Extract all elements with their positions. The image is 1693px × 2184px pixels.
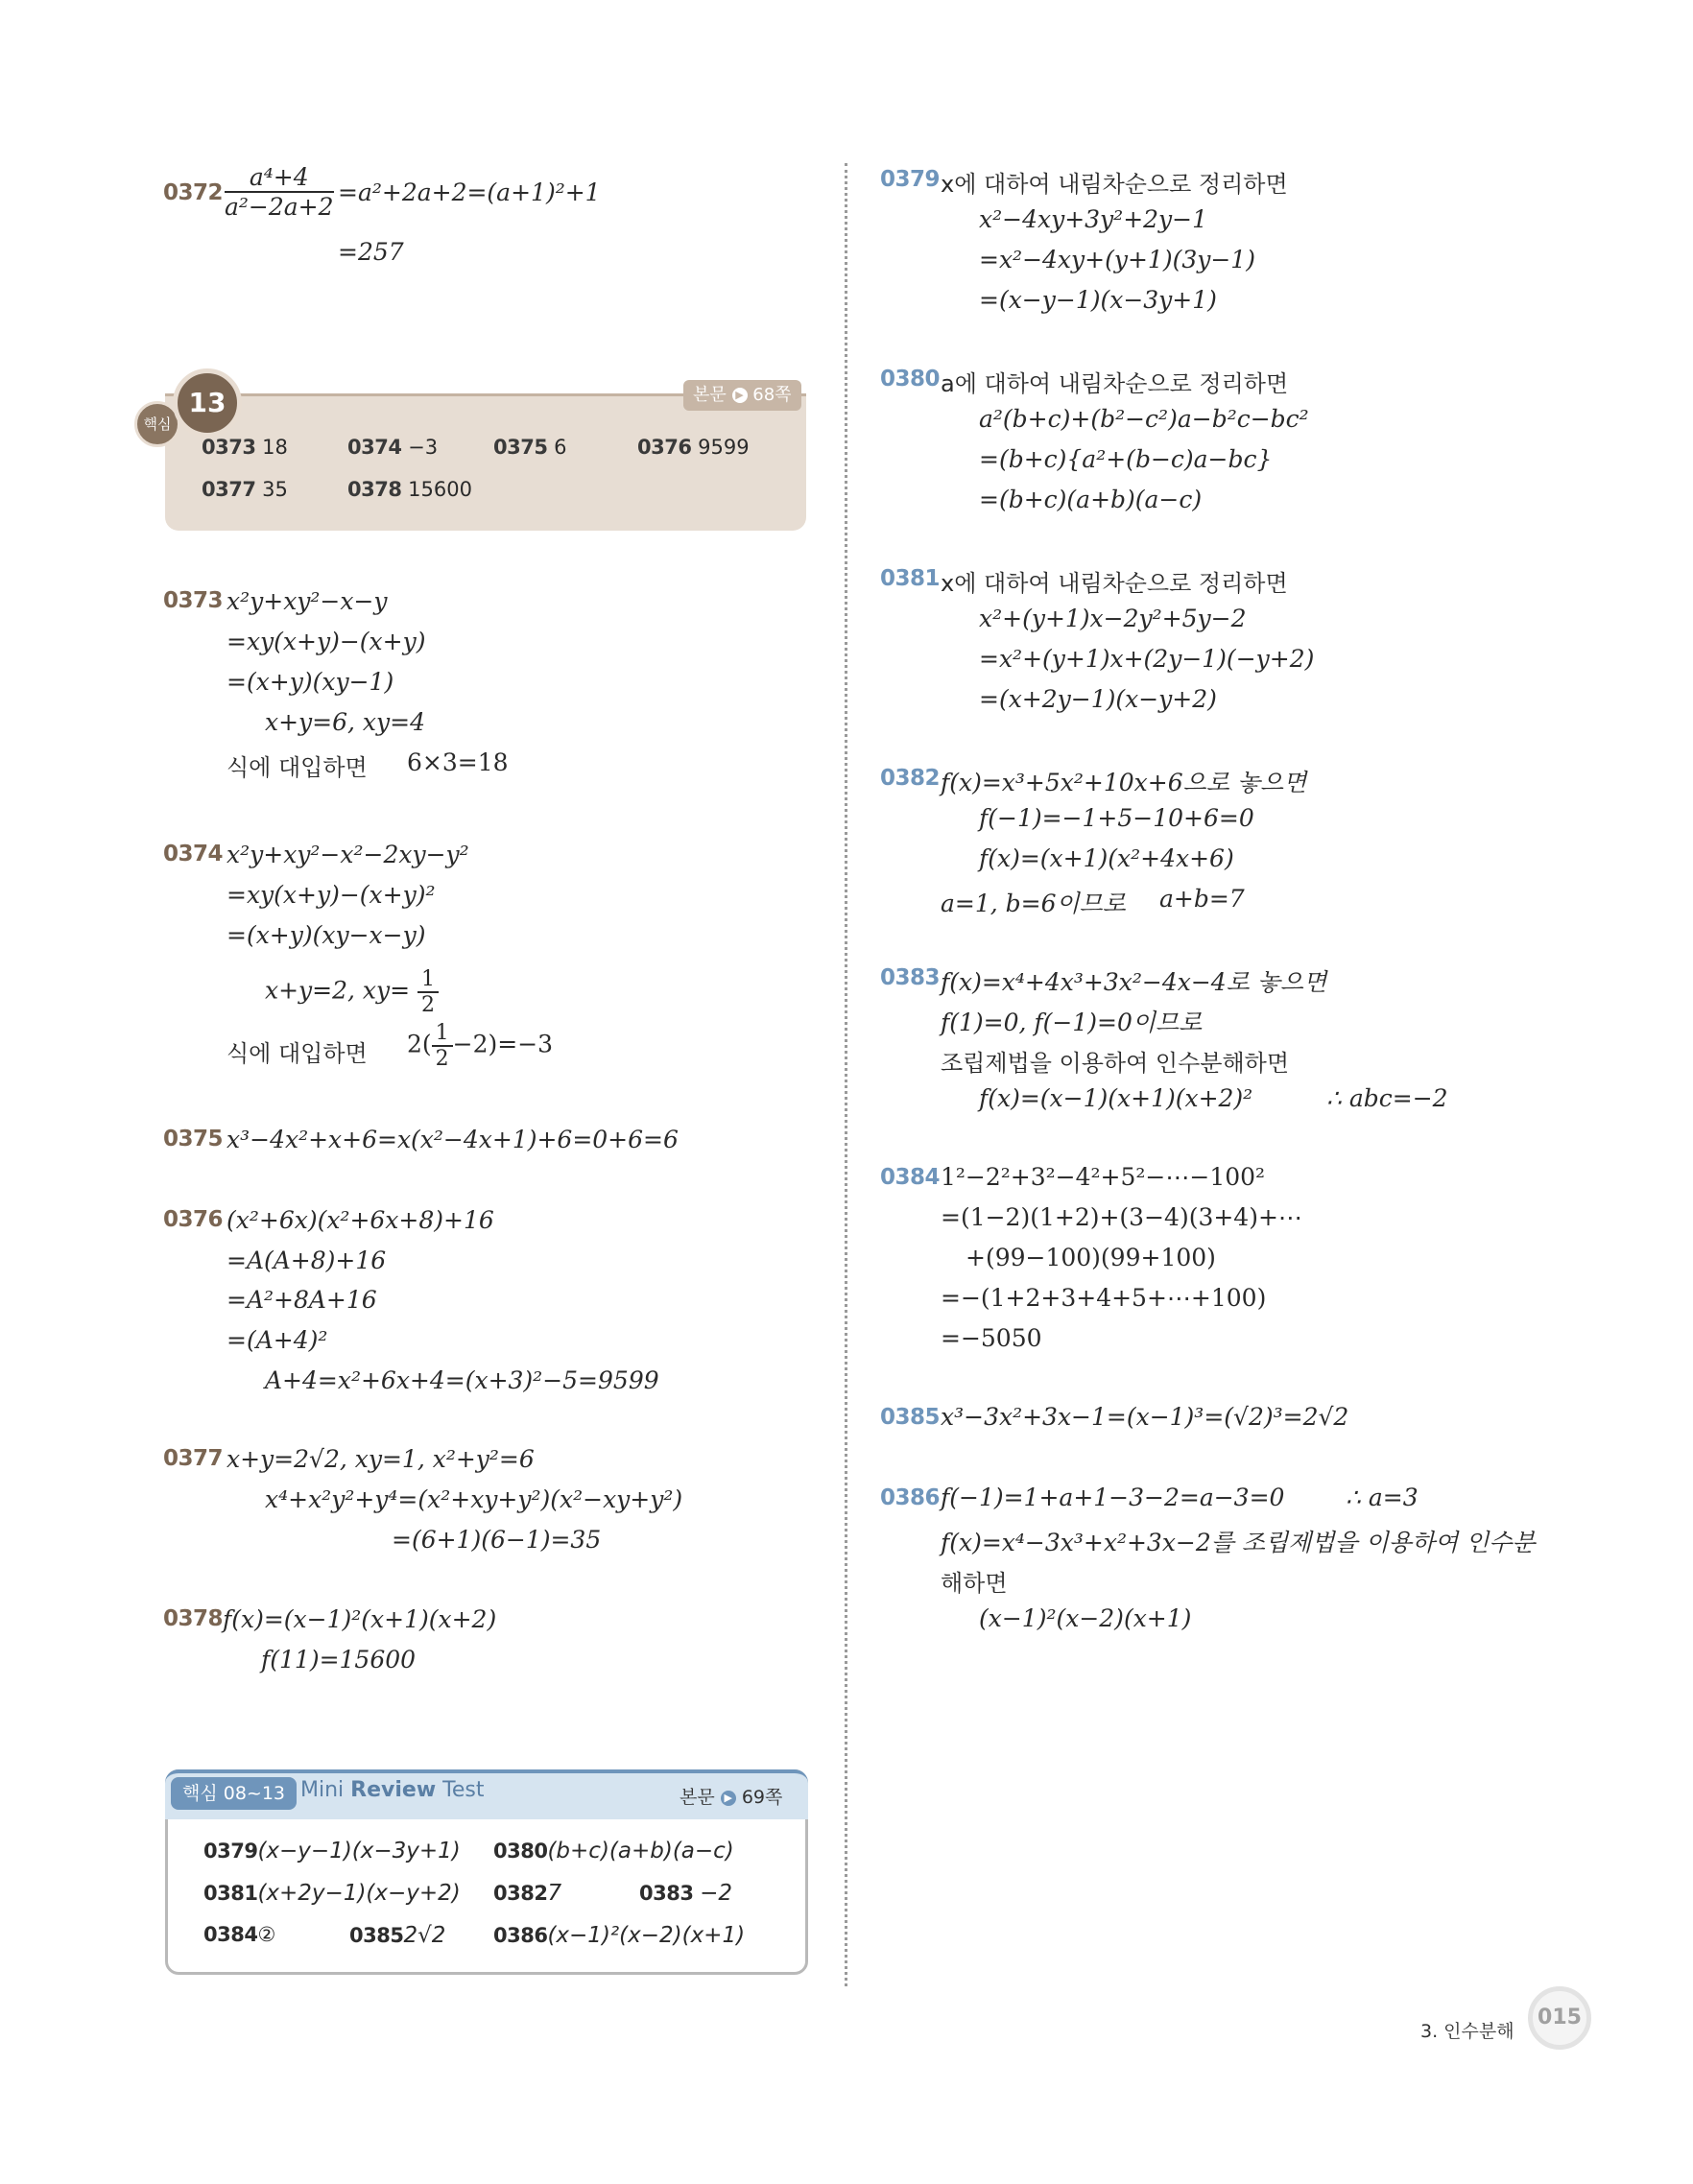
equation-line: f(−1)=1+a+1−3−2=a−3=0: [941, 1484, 1285, 1511]
answer-item: 0379(x−y−1)(x−3y+1): [203, 1839, 461, 1864]
text-line: x에 대하여 내림차순으로 정리하면: [941, 171, 1288, 198]
equation-line: f(1)=0, f(−1)=0이므로: [941, 1009, 1203, 1036]
equation-line: =(x+y)(xy−x−y): [227, 921, 426, 949]
problem-number: 0372: [163, 180, 224, 205]
equation-line: a=1, b=6이므로: [941, 890, 1126, 917]
equation-line: 2( $\frac{1}{2}$ −2)=−3: [407, 1021, 554, 1071]
problem-number: 0376: [163, 1207, 224, 1232]
page-reference-label: 본문: [693, 385, 727, 405]
equation-line: x²+(y+1)x−2y²+5y−2: [979, 605, 1247, 632]
equation-line: =257: [338, 238, 404, 266]
arrow-right-icon: ▶: [732, 388, 748, 403]
arrow-right-icon: ▶: [721, 1791, 736, 1806]
text-line: 식에 대입하면: [227, 754, 368, 781]
equation-line: f(x)=(x−1)²(x+1)(x+2): [223, 1605, 497, 1633]
fraction-numerator: a⁴+4: [225, 163, 334, 193]
fraction: [225, 163, 334, 221]
equation-line: x³−4x²+x+6=x(x²−4x+1)+6=0+6=6: [227, 1126, 679, 1153]
page-reference: 본문 ▶ 69쪽: [680, 1787, 783, 1808]
mini-review-title: Mini Review Test: [300, 1778, 485, 1802]
problem-number: 0374: [163, 842, 224, 866]
equation-line: 1²−2²+3²−4²+5²−⋯−100²: [941, 1163, 1266, 1191]
equation-line: x²−4xy+3y²+2y−1: [979, 205, 1208, 233]
text-line: 조립제법을 이용하여 인수분해하면: [941, 1050, 1290, 1077]
equation-line: 6×3=18: [407, 748, 509, 776]
page-reference-page: 68쪽: [752, 385, 792, 405]
equation-line: =xy(x+y)−(x+y)²: [227, 881, 436, 909]
answer-item: 0380(b+c)(a+b)(a−c): [493, 1839, 734, 1864]
equation-line: f(x)=x⁴−3x³+x²+3x−2를 조립제법을 이용하여 인수분: [941, 1529, 1536, 1556]
equation-line: (x²+6x)(x²+6x+8)+16: [227, 1206, 494, 1234]
text-line: a에 대하여 내림차순으로 정리하면: [941, 370, 1289, 397]
problem-number: 0384: [880, 1165, 941, 1190]
equation-line: f(−1)=−1+5−10+6=0: [979, 804, 1254, 832]
answer-item: 0384②: [203, 1923, 276, 1946]
equation-line: x²y+xy²−x−y: [227, 587, 388, 615]
problem-number: 0373: [163, 588, 224, 613]
chapter-label: 3. 인수분해: [1420, 2021, 1514, 2042]
equation-line: =(b+c){a²+(b−c)a−bc}: [979, 445, 1273, 473]
equation-line: x³−3x²+3x−1=(x−1)³=(√2)³=2√2: [941, 1403, 1349, 1431]
equation-line: f(11)=15600: [261, 1646, 417, 1674]
answer-item: 0381(x+2y−1)(x−y+2): [203, 1881, 461, 1906]
equation-line: =a²+2a+2=(a+1)²+1: [338, 178, 601, 206]
problem-number: 0379: [880, 167, 941, 192]
page-number: 015: [1528, 1986, 1591, 2050]
equation-line: (x−1)²(x−2)(x+1): [979, 1604, 1192, 1632]
column-divider: [845, 163, 847, 1986]
problem-number: 0381: [880, 566, 941, 591]
problem-number: 0382: [880, 766, 941, 791]
equation-line: =x²+(y+1)x+(2y−1)(−y+2): [979, 645, 1315, 673]
problem-number: 0386: [880, 1485, 941, 1510]
equation-line: ∴ abc=−2: [1326, 1084, 1448, 1112]
problem-number: 0383: [880, 965, 941, 990]
equation-line: f(x)=x³+5x²+10x+6으로 놓으면: [941, 769, 1307, 796]
answer-item: 0386(x−1)²(x−2)(x+1): [493, 1923, 746, 1948]
answer-item: 0373 18: [202, 436, 288, 459]
equation-line: A+4=x²+6x+4=(x+3)²−5=9599: [265, 1366, 659, 1394]
equation-line: x²y+xy²−x²−2xy−y²: [227, 841, 469, 868]
text-line: 식에 대입하면: [227, 1040, 368, 1067]
answer-item: 0383 −2: [639, 1881, 733, 1906]
equation-line: f(x)=(x−1)(x+1)(x+2)²: [979, 1084, 1253, 1112]
fraction-denominator: a²−2a+2: [225, 193, 334, 221]
equation-line: ∴ a=3: [1346, 1484, 1419, 1511]
answer-item: 0375 6: [493, 436, 567, 459]
equation-line: a+b=7: [1159, 885, 1245, 913]
equation-line: =x²−4xy+(y+1)(3y−1): [979, 246, 1255, 273]
equation-line: =(x+2y−1)(x−y+2): [979, 685, 1217, 713]
answer-item: 03852√2: [349, 1923, 446, 1948]
equation-line: x⁴+x²y²+y⁴=(x²+xy+y²)(x²−xy+y²): [265, 1485, 683, 1513]
equation-line: =xy(x+y)−(x+y): [227, 628, 426, 655]
problem-number: 0385: [880, 1405, 941, 1430]
problem-number: 0380: [880, 367, 941, 392]
answer-item: 0378 15600: [347, 478, 472, 501]
equation-line: f(x)=x⁴+4x³+3x²−4x−4로 놓으면: [941, 968, 1327, 996]
equation-line: =(A+4)²: [227, 1326, 328, 1354]
answer-item: 0377 35: [202, 478, 288, 501]
core-answer-box: [165, 393, 806, 531]
problem-number: 0375: [163, 1127, 224, 1151]
equation-line: =(6+1)(6−1)=35: [392, 1526, 602, 1554]
equation-line: =(x+y)(xy−1): [227, 668, 394, 696]
equation-line: =A²+8A+16: [227, 1286, 377, 1314]
equation-line: =(b+c)(a+b)(a−c): [979, 486, 1203, 513]
equation-line: f(x)=(x+1)(x²+4x+6): [979, 844, 1234, 872]
text-line: 해하면: [941, 1570, 1008, 1597]
text-line: x에 대하여 내림차순으로 정리하면: [941, 570, 1288, 597]
mini-review-tag: 핵심 08~13: [171, 1777, 297, 1810]
equation-line: a²(b+c)+(b²−c²)a−b²c−bc²: [979, 405, 1309, 433]
equation-line: x+y=2√2, xy=1, x²+y²=6: [227, 1445, 535, 1473]
equation-line: +(99−100)(99+100): [966, 1244, 1216, 1271]
equation-line: =A(A+8)+16: [227, 1246, 387, 1274]
equation-line: =−(1+2+3+4+5+⋯+100): [941, 1284, 1267, 1312]
equation-line: x+y=6, xy=4: [265, 708, 425, 736]
equation-line: =−5050: [941, 1324, 1042, 1352]
equation-line: =(1−2)(1+2)+(3−4)(3+4)+⋯: [941, 1203, 1302, 1231]
equation-line: x+y=2, xy= $\frac{1}{2}$: [265, 967, 439, 1017]
problem-number: 0377: [163, 1446, 224, 1471]
core-badge: 13: [173, 368, 242, 438]
answer-item: 03827: [493, 1881, 562, 1906]
answer-item: 0374 −3: [347, 436, 439, 459]
core-tag: 핵심: [134, 401, 180, 447]
problem-number: 0378: [163, 1606, 224, 1631]
answer-item: 0376 9599: [637, 436, 750, 459]
page-reference: [683, 380, 801, 411]
equation-line: =(x−y−1)(x−3y+1): [979, 286, 1217, 314]
